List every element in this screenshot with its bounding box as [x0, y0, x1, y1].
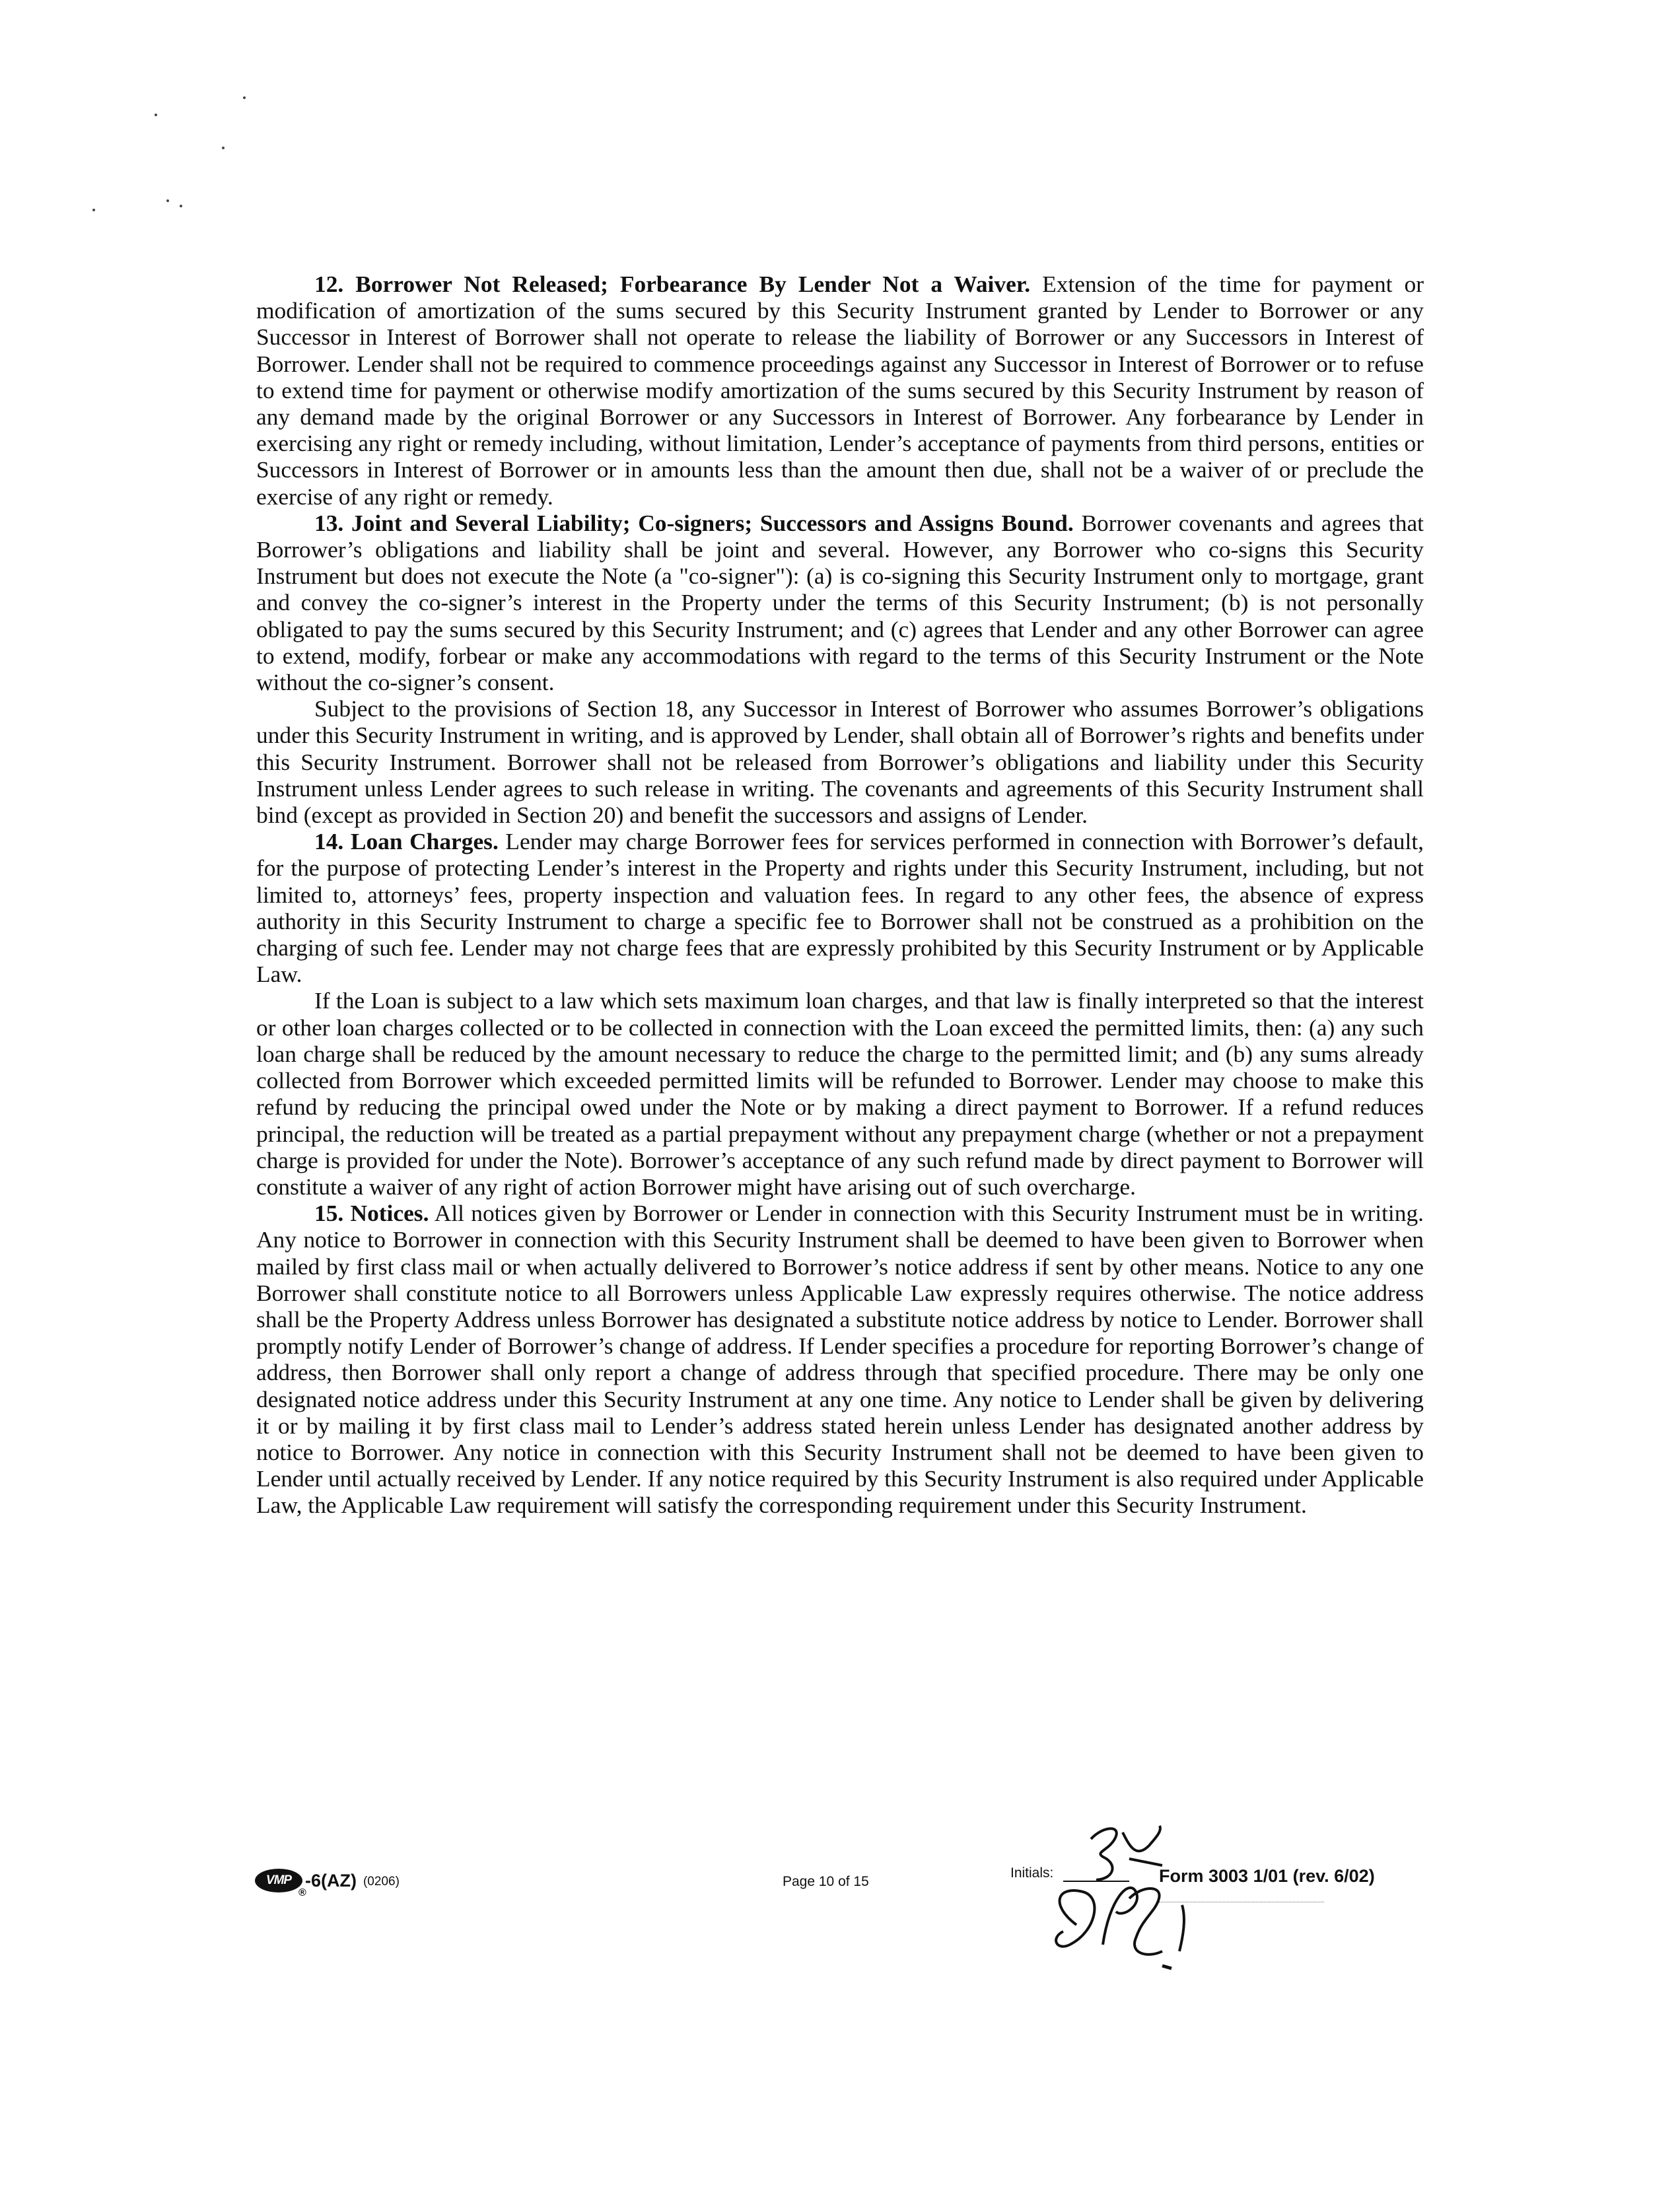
form-id: Form 3003 1/01 (rev. 6/02)	[1159, 1866, 1375, 1886]
section-heading: 14. Loan Charges.	[314, 828, 499, 855]
scan-speck	[243, 96, 246, 99]
registered-mark: ®	[298, 1887, 306, 1898]
scan-speck	[222, 147, 225, 149]
document-body	[256, 271, 1424, 1519]
section-text: If the Loan is subject to a law which sets maximum loan charges, and that law is finally interpreted so that the interest or other loan charges collected or to be collected in connection with the Loan exceed the permitted limits, then: (a) any such loan charge shall be reduced by the amount necessary to reduce the charge to the permitted limit; and (b) any sums already collected from Borrower which exceeded permitted limits will be refunded to Borrower. Lender may choose to make this refund by reducing the principal owed under the Note or by making a direct payment to Borrower. If a refund reduces principal, the reduction will be treated as a partial prepayment without any prepayment charge (whether or not a prepayment charge is provided for under the Note). Borrower’s acceptance of any such refund made by direct payment to Borrower will constitute a waiver of any right of action Borrower might have arising out of such overcharge.	[256, 987, 1424, 1200]
section-text: Borrower covenants and agrees that Borrower’s obligations and liability shall be joint and several. However, any Borrower who co-signs this Security Instrument but does not execute the Note (a "co-signer"): (a) is co-signing this Security Instrument only to mortgage, grant and convey the co-signer’s interest in the Property under the terms of this Security Instrument; (b) is not personally obligated to pay the sums secured by this Security Instrument; and (c) agrees that Lender and any other Borrower can agree to extend, modify, forbear or make any accommodations with regard to the terms of this Security Instrument or the Note without the co-signer’s consent.	[256, 509, 1424, 696]
scan-speck	[92, 209, 95, 211]
section-heading: 12. Borrower Not Released; Forbearance By Lender Not a Waiver.	[314, 271, 1031, 297]
section-15	[256, 1200, 1424, 1518]
section-text: Subject to the provisions of Section 18, any Successor in Interest of Borrower who assumes Borrower’s obligations under this Security Instrument in writing, and is approved by Lender, shall obtain all of Borrower’s rights and benefits under this Security Instrument. Borrower shall not be released from Borrower’s obligations and liability under this Security Instrument unless Lender agrees to such release in writing. The covenants and agreements of this Security Instrument shall bind (except as provided in Section 20) and benefit the successors and assigns of Lender.	[256, 695, 1424, 829]
vmp-logo-mark: VMP	[255, 1869, 302, 1892]
section-13	[256, 510, 1424, 695]
form-date: (0206)	[363, 1875, 400, 1889]
scan-speck	[180, 205, 182, 207]
scan-speck	[155, 114, 157, 116]
form-code: -6(AZ)	[305, 1870, 357, 1890]
page-number: Page 10 of 15	[783, 1874, 869, 1889]
section-heading: 13. Joint and Several Liability; Co-signers; Successors and Assigns Bound.	[314, 509, 1074, 536]
section-text: Lender may charge Borrower fees for services performed in connection with Borrower’s default, for the purpose of protecting Lender’s interest in the Property and rights under this Security Instrument, including, but not limited to, attorneys’ fees, property inspection and valuation fees. In regard to any other fees, the absence of express authority in this Security Instrument to charge a specific fee to Borrower shall not be construed as a prohibition on the charging of such fee. Lender may not charge fees that are expressly prohibited by this Security Instrument or by Applicable Law.	[256, 828, 1424, 988]
initials-signature	[1030, 1819, 1228, 1971]
section-14	[256, 828, 1424, 987]
section-heading: 15. Notices.	[314, 1200, 429, 1227]
section-13-continued	[256, 695, 1424, 828]
section-14-continued	[256, 987, 1424, 1200]
section-text: All notices given by Borrower or Lender in connection with this Security Instrument must be in writing. Any notice to Borrower in connection with this Security Instrument shall be deemed to have been given to Borrower when mailed by first class mail or when actually delivered to Borrower’s notice address if sent by other means. Notice to any one Borrower shall constitute notice to all Borrowers unless Applicable Law expressly requires otherwise. The notice address shall be the Property Address unless Borrower has designated a substitute notice address by notice to Lender. Borrower shall promptly notify Lender of Borrower’s change of address. If Lender specifies a procedure for reporting Borrower’s change of address, then Borrower shall only report a change of address through that specified procedure. There may be only one designated notice address under this Security Instrument at any one time. Any notice to Lender shall be given by delivering it or by mailing it by first class mail to Lender’s address stated herein unless Lender has designated another address by notice to Borrower. Any notice in connection with this Security Instrument shall not be deemed to have been given to Lender until actually received by Lender. If any notice required by this Security Instrument is also required under Applicable Law, the Applicable Law requirement will satisfy the corresponding requirement under this Security Instrument.	[256, 1200, 1424, 1519]
scan-speck	[166, 199, 169, 202]
vmp-logo	[255, 1869, 400, 1898]
section-12	[256, 271, 1424, 510]
section-text: Extension of the time for payment or modification of amortization of the sums secured by this Security Instrument granted by Lender to Borrower or any Successor in Interest of Borrower shall not operate to release the liability of Borrower or any Successors in Interest of Borrower. Lender shall not be required to commence proceedings against any Successor in Interest of Borrower or to refuse to extend time for payment or otherwise modify amortization of the sums secured by this Security Instrument by reason of any demand made by the original Borrower or any Successors in Interest of Borrower. Any forbearance by Lender in exercising any right or remedy including, without limitation, Lender’s acceptance of payments from third persons, entities or Successors in Interest of Borrower or in amounts less than the amount then due, shall not be a waiver of or preclude the exercise of any right or remedy.	[256, 271, 1424, 510]
initials-label: Initials:	[1010, 1865, 1054, 1881]
